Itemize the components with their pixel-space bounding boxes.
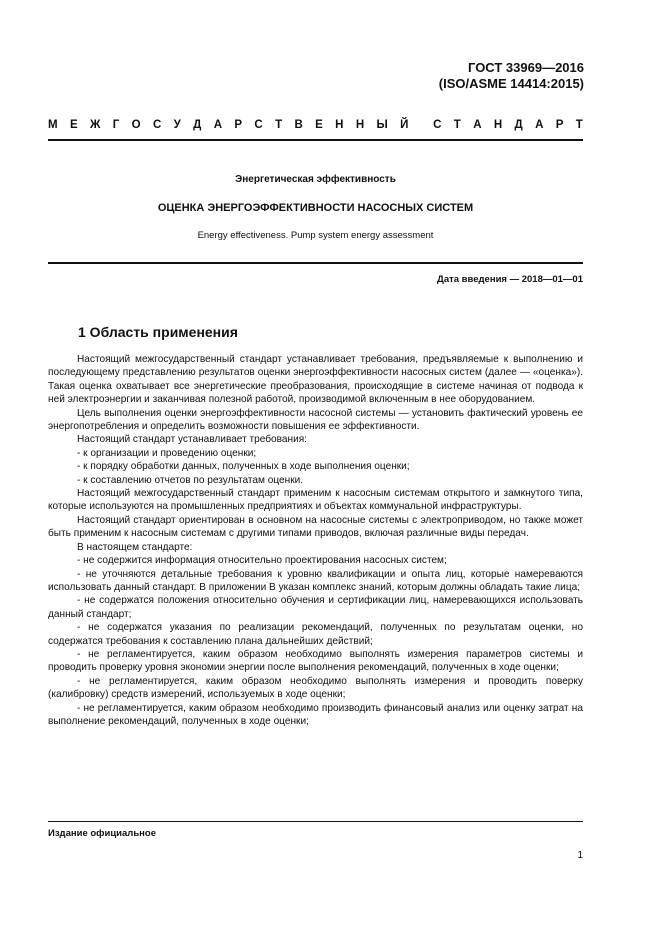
- list-item: - не регламентируется, каким образом необходимо выполнять измерения параметров системы и проводить проверку уровня экономии энергии после выполнения рекомендаций, полученных в ходе оценки;: [48, 648, 583, 674]
- category-letter: Д: [193, 119, 202, 131]
- category-letter: Т: [275, 119, 283, 131]
- document-title: ОЦЕНКА ЭНЕРГОЭФФЕКТИВНОСТИ НАСОСНЫХ СИСТЕМ: [157, 202, 474, 214]
- standard-code: ГОСТ 33969—2016: [468, 60, 584, 75]
- category-letter: У: [173, 119, 181, 131]
- category-letter: Г: [112, 119, 120, 131]
- category-letter: Р: [234, 119, 243, 131]
- category-letter: Й: [400, 119, 409, 131]
- category-letter: А: [213, 119, 223, 131]
- category-letter: А: [473, 119, 482, 131]
- list-item: - не регламентируется, каким образом необходимо производить финансовый анализ или оценку затрат на выполнение рекомендаций, полученных в ходе оценки;: [48, 702, 583, 727]
- category-letter: В: [294, 119, 303, 131]
- english-title: Energy effectiveness. Pump system energy assessment: [197, 230, 434, 241]
- list-item: - к составлению отчетов по результатам оценки.: [77, 474, 304, 486]
- paragraph: Настоящий межгосударственный стандарт применим к насосным системам открытого и замкнутого типа, которые используются на промышленных предприятиях и объектах коммунальной инфраструктуры.: [48, 488, 583, 513]
- paragraph: Цель выполнения оценки энергоэффективности насосной системы — установить фактический уровень ее энергопотребления и определить возможности повышения ее эффективности.: [48, 407, 583, 433]
- edition-label: Издание официальное: [48, 828, 156, 839]
- body-text: [48, 353, 583, 728]
- list-item: - не регламентируется, каким образом необходимо выполнять измерения и проводить поверку (калибровку) средств измерений, используемых в ходе оценки;: [48, 675, 583, 701]
- paragraph: В настоящем стандарте:: [77, 541, 193, 553]
- list-item: - не содержатся указания по реализации рекомендаций, полученных по результатам оценки, но содержатся требования к составлению плана дальнейших действий;: [48, 622, 583, 647]
- section-heading: 1 Область применения: [78, 324, 238, 340]
- category-letter: Т: [453, 119, 461, 131]
- page-number: 1: [577, 850, 583, 861]
- category-letter: М: [48, 119, 58, 131]
- category-letter: А: [535, 119, 544, 131]
- introduction-date: Дата введения — 2018—01—01: [437, 274, 583, 285]
- category-letter: Н: [493, 119, 503, 131]
- list-item: - не содержится информация относительно проектирования насосных систем;: [77, 555, 447, 567]
- category-letter: Р: [555, 119, 564, 131]
- footer-divider: [48, 821, 583, 822]
- category-letter: С: [433, 119, 442, 131]
- list-item: - не содержатся положения относительно обучения и сертификации лиц, намеревающихся использовать данный стандарт;: [48, 595, 583, 620]
- category-letter: Е: [69, 119, 78, 131]
- paragraph: Настоящий стандарт устанавливает требования:: [77, 434, 307, 446]
- paragraph: Настоящий межгосударственный стандарт устанавливает требования, предъявляемые к выполнению и последующему представлению результатов оценки энергоэффективности насосных систем (далее — «оценка»). Такая оценка охватывает все энергетические преобразования, происходящие в системе начиная от подвода к ней электроэнергии и заканчивая полезной работой, производимой включенным в нее оборудованием.: [48, 354, 583, 406]
- iso-code: (ISO/ASME 14414:2015): [438, 76, 584, 91]
- category-letter: С: [254, 119, 263, 131]
- list-item: - к организации и проведению оценки;: [77, 447, 257, 459]
- category-letter: Е: [315, 119, 323, 131]
- category-letter: Н: [335, 119, 344, 131]
- header-divider: [48, 139, 583, 141]
- standard-category: [48, 119, 583, 131]
- title-divider: [48, 262, 583, 264]
- category-letter: Ж: [89, 119, 101, 131]
- document-subtitle: Энергетическая эффективность: [235, 174, 396, 185]
- category-letter: Т: [575, 119, 583, 131]
- list-item: - к порядку обработки данных, полученных в ходе выполнения оценки;: [77, 461, 410, 473]
- category-letter: Н: [355, 119, 365, 131]
- category-letter: Ы: [376, 119, 388, 131]
- category-letter: О: [131, 119, 141, 131]
- category-letter: Д: [514, 119, 523, 131]
- list-item: - не уточняются детальные требования к уровню квалификации и опыта лиц, которые намереваются использовать данный стандарт. В приложении В указан комплекс знаний, которым должны обладать такие лица;: [48, 568, 583, 593]
- paragraph: Настоящий стандарт ориентирован в основном на насосные системы с электроприводом, но также может быть применим к насосным системам с другими типами приводов, включая различные виды передач.: [48, 514, 583, 540]
- category-letter: С: [152, 119, 162, 131]
